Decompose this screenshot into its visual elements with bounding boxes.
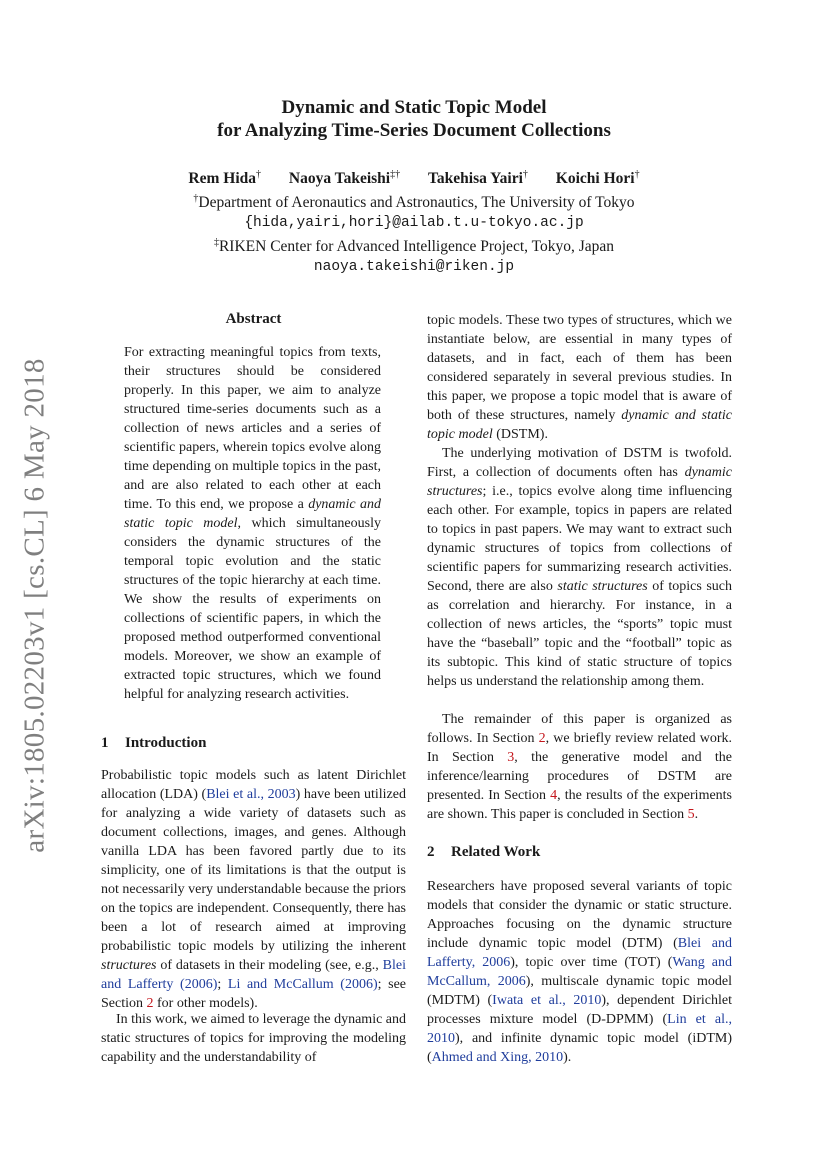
arxiv-identifier-text: arXiv:1805.02203v1 [cs.CL] 6 May 2018 [18, 357, 51, 853]
text-run: ) have been utilized for analyzing a wide variety of datasets such as document collections, images, and genes. Although vanilla LDA has been favored partly due to its simplicity, one of its limitations is that the output is not necessarily very understandable because the priors on the topics are independent. Consequently, there has been a lot of research aimed at improving probabilistic topic models by utilizing the inherent [101, 787, 406, 954]
text-run: ; i.e., topics evolve along time influencing each other. For example, topics in papers are related to topics in past papers. We may want to extract such dynamic structures of topics from collections of scientific papers for summarizing research activities. Second, there are also [427, 484, 732, 594]
citation-link[interactable]: Blei et al., 2003 [206, 787, 296, 802]
citation-link[interactable]: Lin et al., 2010 [427, 1012, 732, 1046]
text-run: ), and infinite dynamic topic model (iDTM) ( [427, 1031, 732, 1065]
emphasis: static structures [557, 579, 648, 594]
abstract-part: , which simultaneously considers the dynamic structures of the temporal topic evolution and the static structures of the topic hierarchy at each time. We show the results of experiments on collections of scientific papers, in which the proposed method outperformed conventional models. Moreover, we show an example of extracted topic structures, which we found helpful for analyzing research activities. [124, 516, 381, 702]
text-run: (DSTM). [492, 427, 548, 442]
author-mark: † [256, 169, 262, 180]
author-mark: ‡† [390, 169, 401, 180]
text-run: topic models. These two types of structures, which we instantiate below, are essential in many types of datasets, and in fact, each of them has been considered separately in several previous studies. In this paper, we propose a topic model that is aware of both of these structures, namely [427, 313, 732, 423]
text-run: . [694, 807, 699, 822]
abstract-emphasis: dynamic and static topic model [124, 497, 381, 531]
intro-paragraph-1 [101, 766, 406, 1013]
section-reference-link[interactable]: 3 [507, 750, 515, 765]
citation-link[interactable]: Ahmed and Xing, 2010 [431, 1050, 564, 1065]
affiliation-text: Department of Aeronautics and Astronautics, The University of Tokyo [198, 194, 635, 212]
affiliation-1 [0, 189, 828, 213]
email-1[interactable]: {hida,yairi,hori}@ailab.t.u-tokyo.ac.jp [244, 215, 584, 232]
author-mark: † [634, 169, 640, 180]
section-reference-link[interactable]: 5 [687, 807, 695, 822]
text-run: , the results of the experiments are shown. This paper is concluded in Section [427, 788, 733, 822]
citation-link[interactable]: Iwata et al., 2010 [492, 993, 602, 1008]
citation-link[interactable]: Blei and Lafferty, 2006 [427, 936, 733, 970]
text-run: The underlying motivation of DSTM is twofold. First, a collection of documents often has [427, 446, 732, 480]
emphasis: dynamic and static topic model [427, 408, 732, 442]
intro-paragraph-2: In this work, we aimed to leverage the dynamic and static structures of topics for improving the modeling capability and the understandability of [101, 1012, 407, 1065]
text-run: Probabilistic topic models such as latent Dirichlet allocation (LDA) ( [101, 768, 406, 802]
section-reference-link[interactable]: 2 [538, 731, 546, 746]
author [556, 170, 640, 187]
text-run: ), multiscale dynamic topic model (MDTM) ( [427, 974, 732, 1008]
citation-link[interactable]: Blei and Lafferty (2006) [101, 958, 406, 992]
right-paragraph-1 [427, 311, 732, 444]
text-run: ), dependent Dirichlet processes mixture model (D-DPMM) ( [427, 993, 733, 1027]
text-run: Researchers have proposed several variants of topic models that consider the dynamic or static structure. Approaches focusing on the dynamic structure include dynamic topic model (DTM) ( [427, 879, 732, 951]
emphasis: dynamic structures [427, 465, 732, 499]
section-number: 2 [427, 844, 435, 860]
author-names [0, 165, 828, 189]
text-run: of datasets in their modeling (see, e.g., [156, 958, 383, 973]
author-mark: † [522, 169, 528, 180]
section-title: Related Work [451, 844, 541, 860]
author-name: Takehisa Yairi [428, 170, 523, 188]
paper-title-line-2: for Analyzing Time-Series Document Collections [217, 120, 611, 141]
arxiv-identifier-stamp [18, 357, 51, 853]
abstract-heading: Abstract [225, 311, 282, 327]
author [289, 170, 400, 187]
email-2[interactable]: naoya.takeishi@riken.jp [313, 259, 515, 276]
text-run: ), topic over time (TOT) ( [510, 955, 673, 970]
section-reference-link[interactable]: 2 [146, 996, 154, 1011]
text-run: ; see Section [101, 977, 407, 1011]
text-run: ). [563, 1050, 572, 1065]
abstract-text [124, 343, 381, 704]
author-name: Koichi Hori [555, 170, 635, 188]
author-name: Rem Hida [188, 170, 257, 188]
affiliation-mark: ‡ [213, 237, 219, 249]
text-run: The remainder of this paper is organized as follows. In Section [427, 712, 732, 746]
affiliation-mark: † [193, 193, 199, 205]
affiliation-2 [0, 233, 828, 257]
section-reference-link[interactable]: 4 [550, 788, 558, 803]
section-title: Introduction [125, 735, 207, 751]
citation-link[interactable]: Li and McCallum (2006) [227, 977, 378, 992]
text-run: ; [217, 977, 228, 992]
abstract-part: For extracting meaningful topics from texts, their structures should be considered properly. In this paper, we aim to analyze structured time-series documents such as a collection of news articles and a series of scientific papers, wherein topics evolve along time depending on multiple topics in the past, and are also related to each other at each time. To this end, we propose a [124, 345, 381, 512]
right-paragraph-3 [427, 710, 732, 824]
section-heading-introduction [101, 735, 206, 752]
text-run: for other models). [153, 996, 258, 1011]
section-heading-related-work [427, 844, 540, 861]
author-name: Naoya Takeishi [288, 170, 391, 188]
text-run: of topics such as correlation and hierarchy. For instance, in a collection of news articles, the “sports” topic must have the “baseball” topic and the “football” topic as its subtopic. This kind of static structure of topics helps us understand the relationship among them. [427, 579, 732, 689]
text-run: , the generative model and the inference/learning procedures of DSTM are presented. In Section [427, 750, 732, 803]
paper-title [0, 96, 828, 142]
author [428, 170, 528, 187]
affiliation-text: RIKEN Center for Advanced Intelligence Project, Tokyo, Japan [218, 238, 615, 256]
right-paragraph-2 [427, 444, 732, 691]
author-block [0, 165, 828, 277]
author [188, 170, 261, 187]
emphasis: structures [101, 958, 157, 973]
text-run: , we briefly review related work. In Section [427, 731, 732, 765]
section-number: 1 [101, 735, 109, 751]
paper-title-line-1: Dynamic and Static Topic Model [281, 97, 547, 118]
citation-link[interactable]: Wang and McCallum, 2006 [427, 955, 732, 989]
related-work-paragraph-1 [427, 877, 732, 1067]
